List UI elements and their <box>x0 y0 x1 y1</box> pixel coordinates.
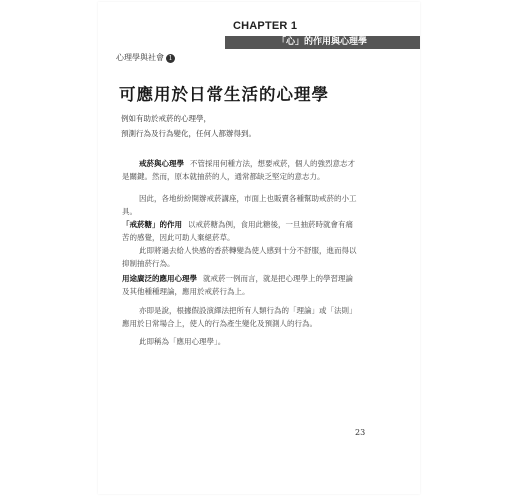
paragraph-text: 因此，各地紛紛開辦戒菸講座，市面上也販賣各種幫助戒菸的小工具。 <box>122 194 357 216</box>
chapter-label: CHAPTER 1 <box>233 20 298 32</box>
page-title: 可應用於日常生活的心理學 <box>119 85 329 104</box>
paragraph-text: 此即將過去給人快感的香菸轉變為使人感到十分不舒服，進而得以抑制抽菸行為。 <box>122 246 357 268</box>
paragraph <box>122 272 358 298</box>
series-name: 心理學與社會 <box>116 53 164 62</box>
paragraph-heading: 「戒菸糖」的作用 <box>122 220 182 229</box>
series-label <box>116 52 175 63</box>
paragraph <box>122 335 358 348</box>
paragraph <box>122 304 358 330</box>
series-number-badge: 1 <box>166 54 175 63</box>
paragraph-text: 亦即是說，根據假設演繹法把所有人類行為的「理論」或「法則」應用於日常場合上，使人的行為產生變化及預測人的行為。 <box>122 306 357 328</box>
paragraph <box>122 218 358 244</box>
paragraph-heading: 戒菸與心理學 <box>139 159 184 168</box>
page-number: 23 <box>355 428 366 437</box>
paragraph-text: 以戒菸糖為例，食用此糖後，一旦抽菸時就會有痛苦的感覺，因此可助人棄絕菸草。 <box>122 220 353 242</box>
paragraph <box>122 244 358 270</box>
intro-line: 例如有助於戒菸的心理學， <box>121 114 211 123</box>
paragraph-text: 此即稱為「應用心理學」。 <box>139 337 226 346</box>
paragraph-text: 就戒菸一例而言，就是把心理學上的學習理論及其他種種理論，應用於戒菸行為上。 <box>122 274 353 296</box>
chapter-title: 「心」的作用與心理學 <box>277 37 368 47</box>
paragraph-text: 不管採用何種方法，想要戒菸，個人的強烈意志才是關鍵。然而，原本就抽菸的人，通常都缺乏堅定的意志力。 <box>122 159 355 181</box>
paragraph <box>122 157 358 183</box>
paragraph <box>122 192 358 218</box>
intro-line: 預測行為及行為變化，任何人都辦得到。 <box>121 129 256 138</box>
paragraph-heading: 用途廣泛的應用心理學 <box>122 274 197 283</box>
chapter-title-bar <box>225 36 420 49</box>
intro-text <box>121 111 256 141</box>
